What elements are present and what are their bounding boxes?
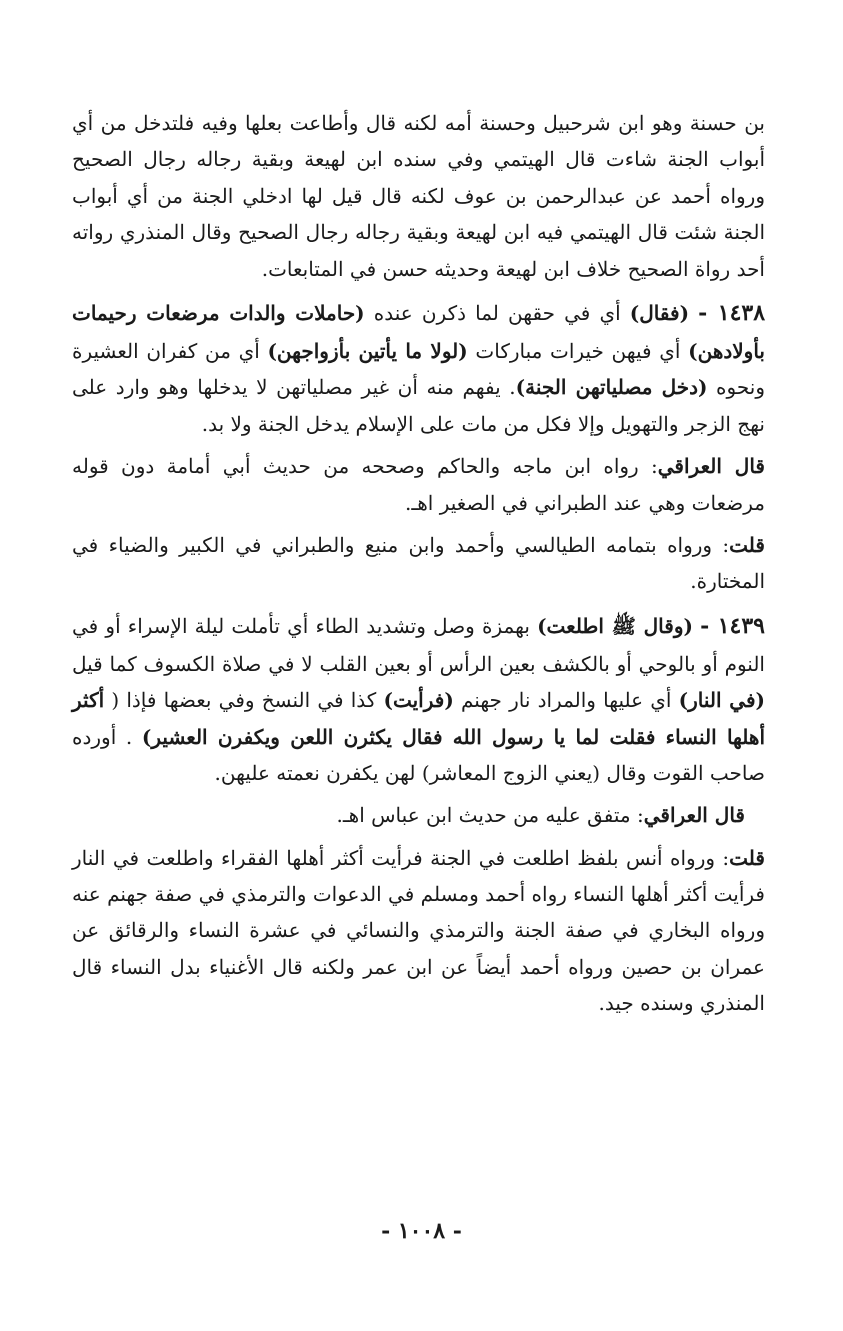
paragraph-iraqi-note: [72, 448, 765, 521]
note-text: : رواه ابن ماجه والحاكم وصححه من حديث أبي أمامة دون قوله مرضعات وهي عند الطبراني في الصغير اهـ.: [72, 454, 765, 515]
note-label: قال العراقي: [643, 803, 745, 828]
commentary-segment: أي عليها والمراد نار جهنم: [453, 688, 679, 713]
quote-segment: (فقال): [629, 300, 690, 325]
quote-segment: أكثر أهلها النساء فقلت لما يا رسول الله فقال يكثرن اللعن ويكفرن العشير): [72, 688, 765, 749]
commentary-segment: . أورده صاحب القوت وقال (يعني الزوج المعاشر) لهن يكفرن نعمته عليهن.: [72, 724, 765, 785]
document-page: [72, 105, 765, 1250]
entry-number: ١٤٣٩ -: [700, 612, 765, 639]
paragraph-text: بن حسنة وهو ابن شرحبيل وحسنة أمه لكنه قال وأطاعت بعلها وفيه فلتدخل من أي أبواب الجنة شاءت قال الهيتمي وفي سنده ابن لهيعة وبقية رجاله رجال الصحيح ورواه أحمد عن عبدالرحمن بن عوف لكنه قال قيل لها ادخلي الجنة من أي أبواب الجنة شئت قال الهيتمي فيه ابن لهيعة وبقية رجاله رجال الصحيح وقال المنذري رواته أحد رواة الصحيح خلاف ابن لهيعة وحديثه حسن في المتابعات.: [72, 111, 765, 281]
paragraph-iraqi-note-2: [72, 797, 765, 833]
commentary-segment: أي في حقهن لما ذكرن عنده: [364, 300, 630, 325]
entry-number: ١٤٣٨ -: [698, 299, 766, 326]
commentary-segment: . يفهم منه أن غير مصلياتهن لا يدخلها وهو وارد على نهج الزجر والتهويل وإلا فكل من مات على الإسلام يدخل الجنة ولا بد.: [72, 375, 765, 436]
quote-segment: (في النار): [678, 688, 766, 713]
quote-segment: (وقال ﷺ اطلعت): [537, 613, 693, 638]
note-text: : متفق عليه من حديث ابن عباس اهـ.: [336, 803, 644, 828]
note-text: : ورواه بتمامه الطيالسي وأحمد وابن منيع والطبراني في الكبير والضياء في المختارة.: [72, 532, 765, 594]
note-label: قلت: [729, 532, 765, 557]
note-label: قلت: [729, 845, 765, 870]
paragraph-1439: [72, 606, 765, 792]
quote-segment: (حاملات والدات مرضعات رحيمات بأولادهن): [72, 300, 765, 363]
commentary-segment: كذا في النسخ وفي بعضها فإذا (: [104, 688, 384, 713]
paragraph-1438: [72, 293, 765, 442]
quote-segment: (دخل مصلياتهن الجنة): [515, 375, 708, 400]
paragraph-qultu-note-2: [72, 840, 765, 1022]
quote-segment: (فرأيت): [383, 688, 454, 713]
quote-segment: (لولا ما يأتين بأزواجهن): [267, 338, 468, 363]
commentary-segment: بهمزة وصل وتشديد الطاء أي تأملت ليلة الإسراء أو في النوم أو بالوحي أو بالكشف بعين الرأس أو بعين القلب لا في صلاة الكسوف كما قيل: [72, 613, 765, 676]
page-number: - ١٠٠٨ -: [381, 1218, 462, 1244]
paragraph-qultu-note: [72, 527, 765, 600]
note-text: : ورواه أنس بلفظ اطلعت في الجنة فرأيت أكثر أهلها الفقراء واطلعت في النار فرأيت أكثر أهلها النساء رواه أحمد ومسلم في الدعوات والترمذي في صفة جهنم عنه ورواه البخاري في صفة الجنة والترمذي والنسائي في عشرة النساء والرقائق عن عمران بن حصين ورواه أحمد أيضاً عن ابن عمر ولكنه قال الأغنياء بدل النساء قال المنذري وسنده جيد.: [72, 845, 765, 1016]
note-label: قال العراقي: [657, 454, 765, 479]
commentary-segment: أي فيهن خيرات مباركات: [467, 338, 689, 363]
paragraph-continuation: [72, 105, 765, 287]
commentary-segment: أي من كفران العشيرة ونحوه: [72, 338, 765, 400]
